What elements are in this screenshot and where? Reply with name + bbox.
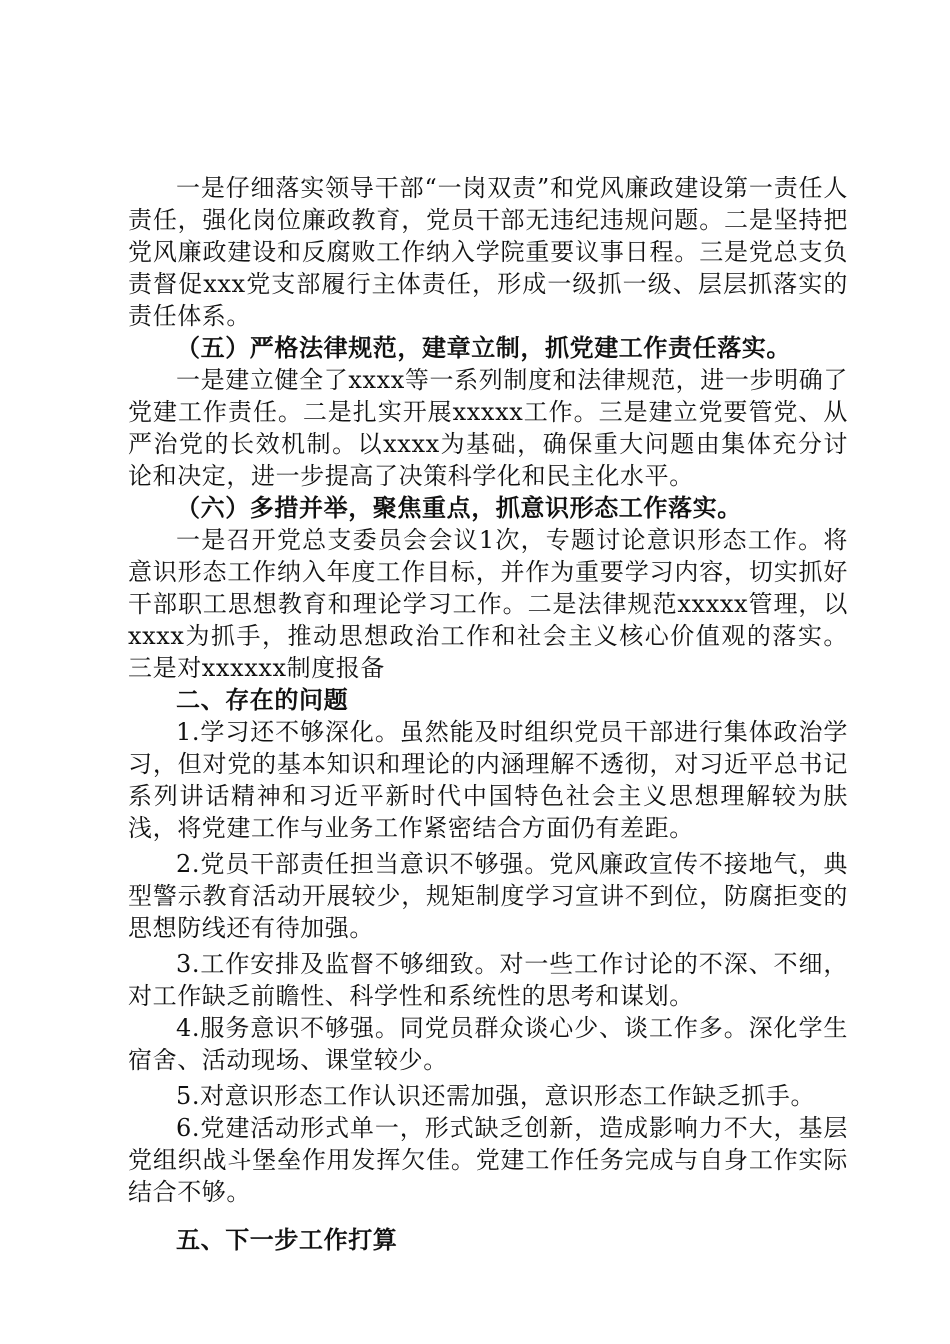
paragraph-rules: 一是建立健全了xxxx等一系列制度和法律规范，进一步明确了党建工作责任。二是扎实开展xxxxx工作。三是建立党要管党、从严治党的长效机制。以xxxx为基础，确保重大问题由集体充分讨论和决定，进一步提高了决策科学化和民主化水平。 [128,366,848,490]
paragraph-problem-5: 5.对意识形态工作认识还需加强，意识形态工作缺乏抓手。 [176,1082,816,1110]
heading-problems: 二、存在的问题 [176,686,349,714]
paragraph-responsibility: 一是仔细落实领导干部“一岗双责”和党风廉政建设第一责任人责任，强化岗位廉政教育，党员干部无违纪违规问题。二是坚持把党风廉政建设和反腐败工作纳入学院重要议事日程。三是党总支负责督促xxx党支部履行主体责任，形成一级抓一级、层层抓落实的责任体系。 [128,174,848,330]
paragraph-problem-2: 2.党员干部责任担当意识不够强。党风廉政宣传不接地气，典型警示教育活动开展较少，规矩制度学习宣讲不到位，防腐拒变的思想防线还有待加强。 [128,850,848,942]
paragraph-problem-4: 4.服务意识不够强。同党员群众谈心少、谈工作多。深化学生宿舍、活动现场、课堂较少。 [128,1014,848,1074]
paragraph-ideology: 一是召开党总支委员会会议1次，专题讨论意识形态工作。将意识形态工作纳入年度工作目标，并作为重要学习内容，切实抓好干部职工思想教育和理论学习工作。二是法律规范xxxxx管理，以xxxx为抓手，推动思想政治工作和社会主义核心价值观的落实。三是对xxxxxx制度报备 [128,526,848,682]
heading-next-steps: 五、下一步工作打算 [176,1226,398,1254]
document-body [128,172,848,1256]
paragraph-problem-3: 3.工作安排及监督不够细致。对一些工作讨论的不深、不细，对工作缺乏前瞻性、科学性和系统性的思考和谋划。 [128,950,848,1010]
heading-section-6: （六）多措并举，聚焦重点，抓意识形态工作落实。 [176,494,742,522]
paragraph-problem-1: 1.学习还不够深化。虽然能及时组织党员干部进行集体政治学习，但对党的基本知识和理论的内涵理解不透彻，对习近平总书记系列讲话精神和习近平新时代中国特色社会主义思想理解较为肤浅，将党建工作与业务工作紧密结合方面仍有差距。 [128,718,848,842]
paragraph-problem-6: 6.党建活动形式单一，形式缺乏创新，造成影响力不大，基层党组织战斗堡垒作用发挥欠佳。党建工作任务完成与自身工作实际结合不够。 [128,1114,848,1206]
heading-section-5: （五）严格法律规范，建章立制，抓党建工作责任落实。 [176,334,791,362]
